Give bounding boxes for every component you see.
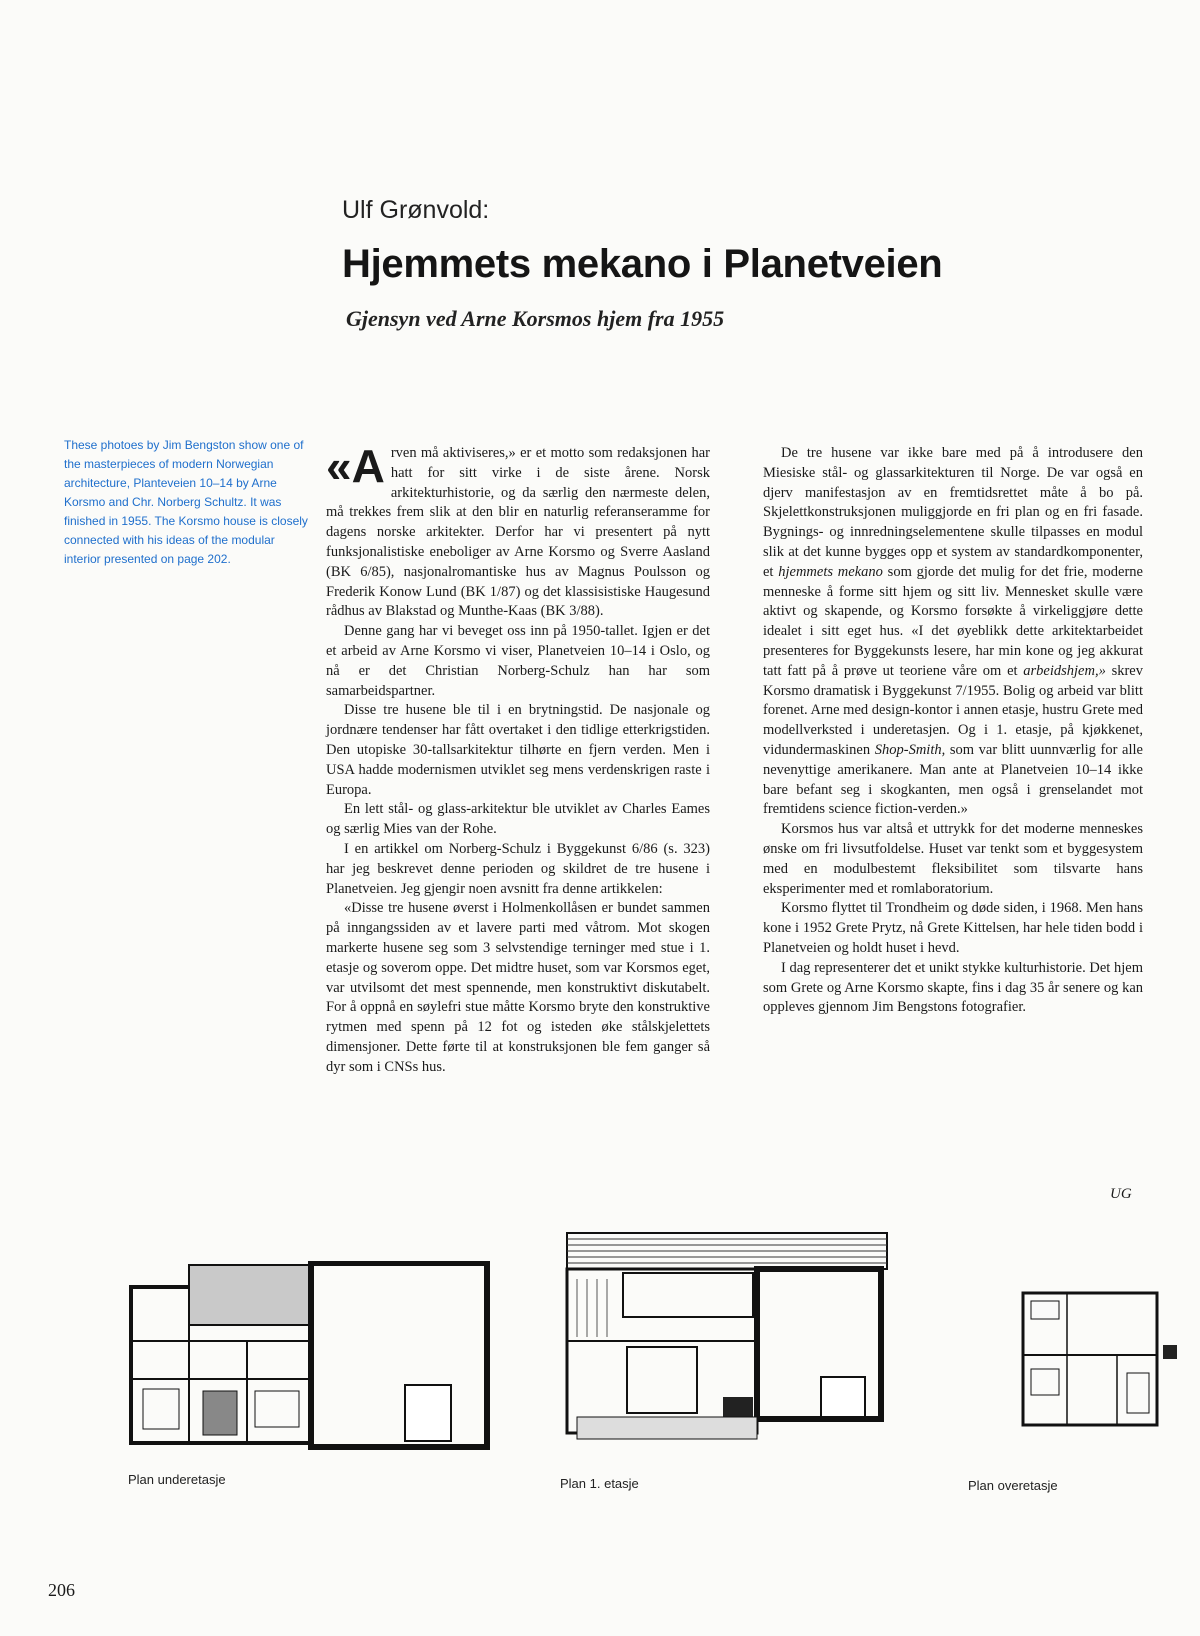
paragraph: Disse tre husene ble til i en brytningstid. De nasjonale og jordnære tendenser har fått overtaket i den tidlige etterkrigstiden. Den utopiske 30-tallsarkitektur tilhørte en fjern verden. Men i USA hadde modernismen utviklet seg mens verdenskrigen raste i Europa.	[326, 702, 710, 798]
floor-plan-upper-floor	[1016, 1288, 1180, 1432]
paragraph	[763, 444, 1143, 820]
article-subtitle: Gjensyn ved Arne Korsmos hjem fra 1955	[346, 306, 725, 331]
paragraph: Denne gang har vi beveget oss inn på 1950-tallet. Igjen er det et arbeid av Arne Korsmo vi viser, Planetveien 10–14 i Oslo, og nå er det Christian Norberg-Schulz han har som samarbeidspartner.	[326, 623, 710, 699]
paragraph: Korsmos hus var altså et uttrykk for det moderne menneskes ønske om fri livsutfoldelse. Huset var tenkt som et byggesystem med en modulbestemt fleksibilitet som tilsvarte hans eksperimenter med et romlaboratorium.	[763, 821, 1143, 897]
italic-term: arbeidshjem,»	[1023, 662, 1106, 679]
text-run: skrev Korsmo dramatisk i Byggekunst 7/1955. Bolig og arbeid var blitt forenet. Arne med design-kontor i annen etasje, hustru Grete med modellverksted i underetasjen. Og i 1. etasje, på kjøkkenet, vidundermaskinen	[763, 662, 1143, 758]
article-column-1	[326, 440, 710, 1078]
italic-term: Shop-Smith,	[874, 741, 946, 758]
article-title: Hjemmets mekano i Planetveien	[342, 242, 943, 286]
plan-label-upper-floor: Plan overetasje	[968, 1478, 1058, 1493]
plan-label-basement: Plan underetasje	[128, 1472, 226, 1487]
text-run: som gjorde det mulig for det frie, moderne menneske å forme sitt hjem og sitt liv. Mennesket skulle være aktivt og skapende, og Korsmo forsøkte å virkeliggjøre dette idealet i sitt eget hus. «I det øyeblikk dette arkitektarbeidet presenteres for Byggekunsts lesere, har min kone og jeg akkurat tatt fatt på å prøve ut teoriene våre om et	[763, 563, 1143, 679]
page-number: 206	[48, 1580, 75, 1600]
paragraph: I en artikkel om Norberg-Schulz i Byggekunst 6/86 (s. 323) har jeg beskrevet denne perioden og skildret de tre husene i Planetveien. Jeg gjengir noen avsnitt fra denne artikkelen:	[326, 840, 710, 897]
floor-plan-basement	[122, 1260, 496, 1454]
italic-term: hjemmets mekano	[778, 563, 883, 580]
article-column-2	[763, 444, 1143, 1018]
paragraph	[326, 440, 710, 622]
text-run: De tre husene var ikke bare med på å introdusere den Miesiske stål- og glassarkitekturen til Norge. De var også en djerv manifestasjon av en fremtidsrettet måte å bo på. Skjelettkonstruksjonen muliggjorde en fri plan og en fri fasade. Bygnings- og innredningselementene skulle tilpasses en modul slik at det kunne bygges opp et system av standardkomponenter, et	[763, 445, 1143, 580]
paragraph: «Disse tre husene øverst i Holmenkollåsen er bundet sammen på inngangssiden av et lavere parti med våtrom. Mot skogen markerte husene seg som 3 selvstendige terninger med stue i 1. etasje og soverom oppe. Det midtre huset, som var Korsmos eget, var utvilsomt det mest spennende, men konstruktivt diskutabelt. For å oppnå en søylefri stue måtte Korsmo bryte den konstruktive rytmen med spenn på 12 fot og isteden øke stålskjelettets dimensjoner. Dette førte til at konstruksjonen ble fem ganger så dyr som i CNSs hus.	[326, 900, 710, 1075]
paragraph: I dag representerer det et unikt stykke kulturhistorie. Det hjem som Grete og Arne Korsmo skapte, fins i dag 35 år senere og kan oppleves gjennom Jim Bengstons fotografier.	[763, 959, 1143, 1016]
author-byline: Ulf Grønvold:	[342, 196, 490, 224]
author-signature: UG	[1110, 1186, 1132, 1202]
plan-label-first-floor: Plan 1. etasje	[560, 1476, 639, 1491]
text-run: som var blitt uunnværlig for alle nevenyttige amerikanere. Man ante at Planetveien 10–14 ikke bare befant seg i skogkanten, men også i grenselandet mot fremtidens science fiction-verden.»	[763, 741, 1143, 818]
paragraph: En lett stål- og glass-arkitektur ble utviklet av Charles Eames og særlig Mies van der Rohe.	[326, 801, 710, 838]
photo-caption: These photoes by Jim Bengston show one of the masterpieces of modern Norwegian architecture, Planteveien 10–14 by Arne Korsmo and Chr. Norberg Schultz. It was finished in 1955. The Korsmo house is closely connected with his ideas of the modular interior presented on page 202.	[64, 438, 308, 566]
drop-cap: «A	[326, 440, 385, 492]
paragraph-text: rven må aktiviseres,» er et motto som redaksjonen har hatt for sitt virke i de siste årene. Norsk arkitekturhistorie, og da særlig den nærmeste delen, må trekkes frem slik at den blir en naturlig referanseramme for dagens norske arkitekter. Derfor har vi presentert på nytt funksjonalistiske eneboliger av Arne Korsmo og Sverre Aasland (BK 6/85), nasjonalromantiske hus av Magnus Poulsson og Frederik Konow Lund (BK 1/87) og det klassisistiske Haugesund rådhus av Blakstad og Munthe-Kaas (BK 3/88).	[326, 445, 710, 620]
floor-plan-first-floor	[562, 1228, 898, 1458]
paragraph: Korsmo flyttet til Trondheim og døde siden, i 1968. Men hans kone i 1952 Grete Prytz, nå Grete Kittelsen, har hele tiden bodd i Planetveien og holdt huset i hevd.	[763, 900, 1143, 956]
